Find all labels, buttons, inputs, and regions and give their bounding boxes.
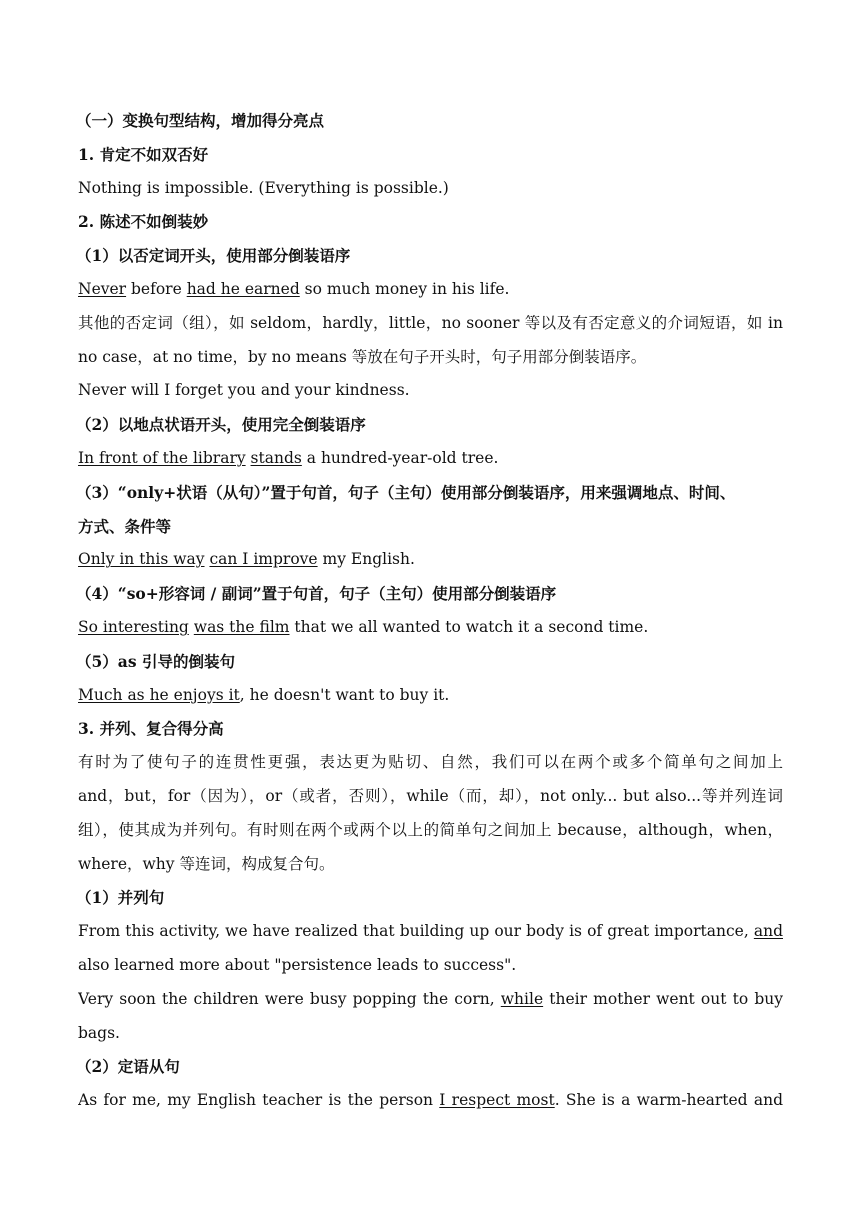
- paragraph-line: 有时为了使句子的连贯性更强，表达更为贴切、自然，我们可以在两个或多个简单句之间加上: [78, 753, 783, 772]
- example-sentence: [78, 543, 783, 577]
- example-sentence: also learned more about "persistence leads to success".: [78, 955, 517, 974]
- text-span: before: [126, 279, 187, 298]
- underlined-phrase: had he earned: [186, 279, 300, 298]
- underlined-phrase: So interesting: [78, 617, 189, 636]
- underlined-phrase: and: [753, 922, 783, 941]
- text-span: a hundred-year-old tree.: [301, 448, 499, 467]
- point-heading: （3）“only+状语（从句）”置于句首，句子（主句）使用部分倒装语序，用来强调地点、时间、: [76, 482, 736, 502]
- example-sentence: bags.: [78, 1023, 120, 1042]
- example-sentence: [78, 679, 783, 713]
- text-span: From this activity, we have realized that building up our body is of great importance,: [78, 922, 754, 941]
- text-span: Very soon the children were busy popping the corn,: [78, 989, 501, 1008]
- example-sentence: Nothing is impossible. (Everything is possible.): [78, 178, 449, 197]
- underlined-phrase: In front of the library: [78, 448, 246, 467]
- point-heading: （1）以否定词开头，使用部分倒装语序: [76, 246, 351, 266]
- paragraph-line: no case，at no time，by no means 等放在句子开头时，句子用部分倒装语序。: [78, 347, 647, 366]
- paragraph-line: where，why 等连词，构成复合句。: [78, 854, 335, 873]
- paragraph-line: 组），使其成为并列句。有时则在两个或两个以上的简单句之间加上 because，although，when，: [78, 820, 783, 839]
- text-span: their mother went out to buy: [549, 989, 783, 1008]
- point-heading: （1）并列句: [76, 888, 165, 908]
- underlined-phrase: I respect most: [439, 1091, 555, 1110]
- point-heading: （5）as 引导的倒装句: [76, 651, 235, 671]
- example-sentence: [78, 915, 783, 949]
- section-heading: （一）变换句型结构，增加得分亮点: [76, 111, 325, 130]
- example-sentence: [78, 611, 783, 645]
- text-span: so much money in his life.: [299, 279, 510, 298]
- example-sentence: [78, 1084, 783, 1118]
- text-span: my English.: [317, 550, 415, 569]
- paragraph-line: 其他的否定词（组），如 seldom，hardly，little，no sooner 等以及有否定意义的介词短语，如 in: [78, 313, 783, 332]
- underlined-phrase: can I improve: [209, 550, 318, 569]
- document-page: [78, 104, 783, 1118]
- point-heading: （2）以地点状语开头，使用完全倒装语序: [76, 415, 366, 435]
- example-sentence: [78, 442, 783, 476]
- text-span: that we all wanted to watch it a second time.: [289, 617, 649, 636]
- example-sentence: [78, 983, 783, 1017]
- underlined-phrase: Much as he enjoys it: [78, 685, 240, 704]
- text-span: , he doesn't want to buy it.: [239, 685, 450, 704]
- underlined-phrase: was the film: [193, 617, 290, 636]
- underlined-phrase: stands: [250, 448, 302, 467]
- text-span: . She is a warm-hearted and: [554, 1091, 783, 1110]
- example-sentence: [78, 273, 783, 307]
- paragraph-line: and，but，for（因为），or（或者，否则），while（而，却），not only... but also...等并列连词: [78, 786, 783, 805]
- underlined-phrase: Never: [78, 279, 127, 298]
- subheading-2: 2. 陈述不如倒装妙: [78, 212, 209, 232]
- underlined-phrase: Only in this way: [78, 550, 205, 569]
- point-heading-continued: 方式、条件等: [78, 516, 172, 536]
- example-sentence: Never will I forget you and your kindness.: [78, 381, 410, 400]
- point-heading: （4）“so+形容词 / 副词”置于句首，句子（主句）使用部分倒装语序: [76, 584, 557, 604]
- subheading-3: 3. 并列、复合得分高: [78, 719, 224, 739]
- underlined-phrase: while: [500, 989, 544, 1008]
- text-span: As for me, my English teacher is the person: [78, 1091, 440, 1110]
- subheading-1: 1. 肯定不如双否好: [78, 144, 209, 164]
- point-heading: （2）定语从句: [76, 1057, 180, 1077]
